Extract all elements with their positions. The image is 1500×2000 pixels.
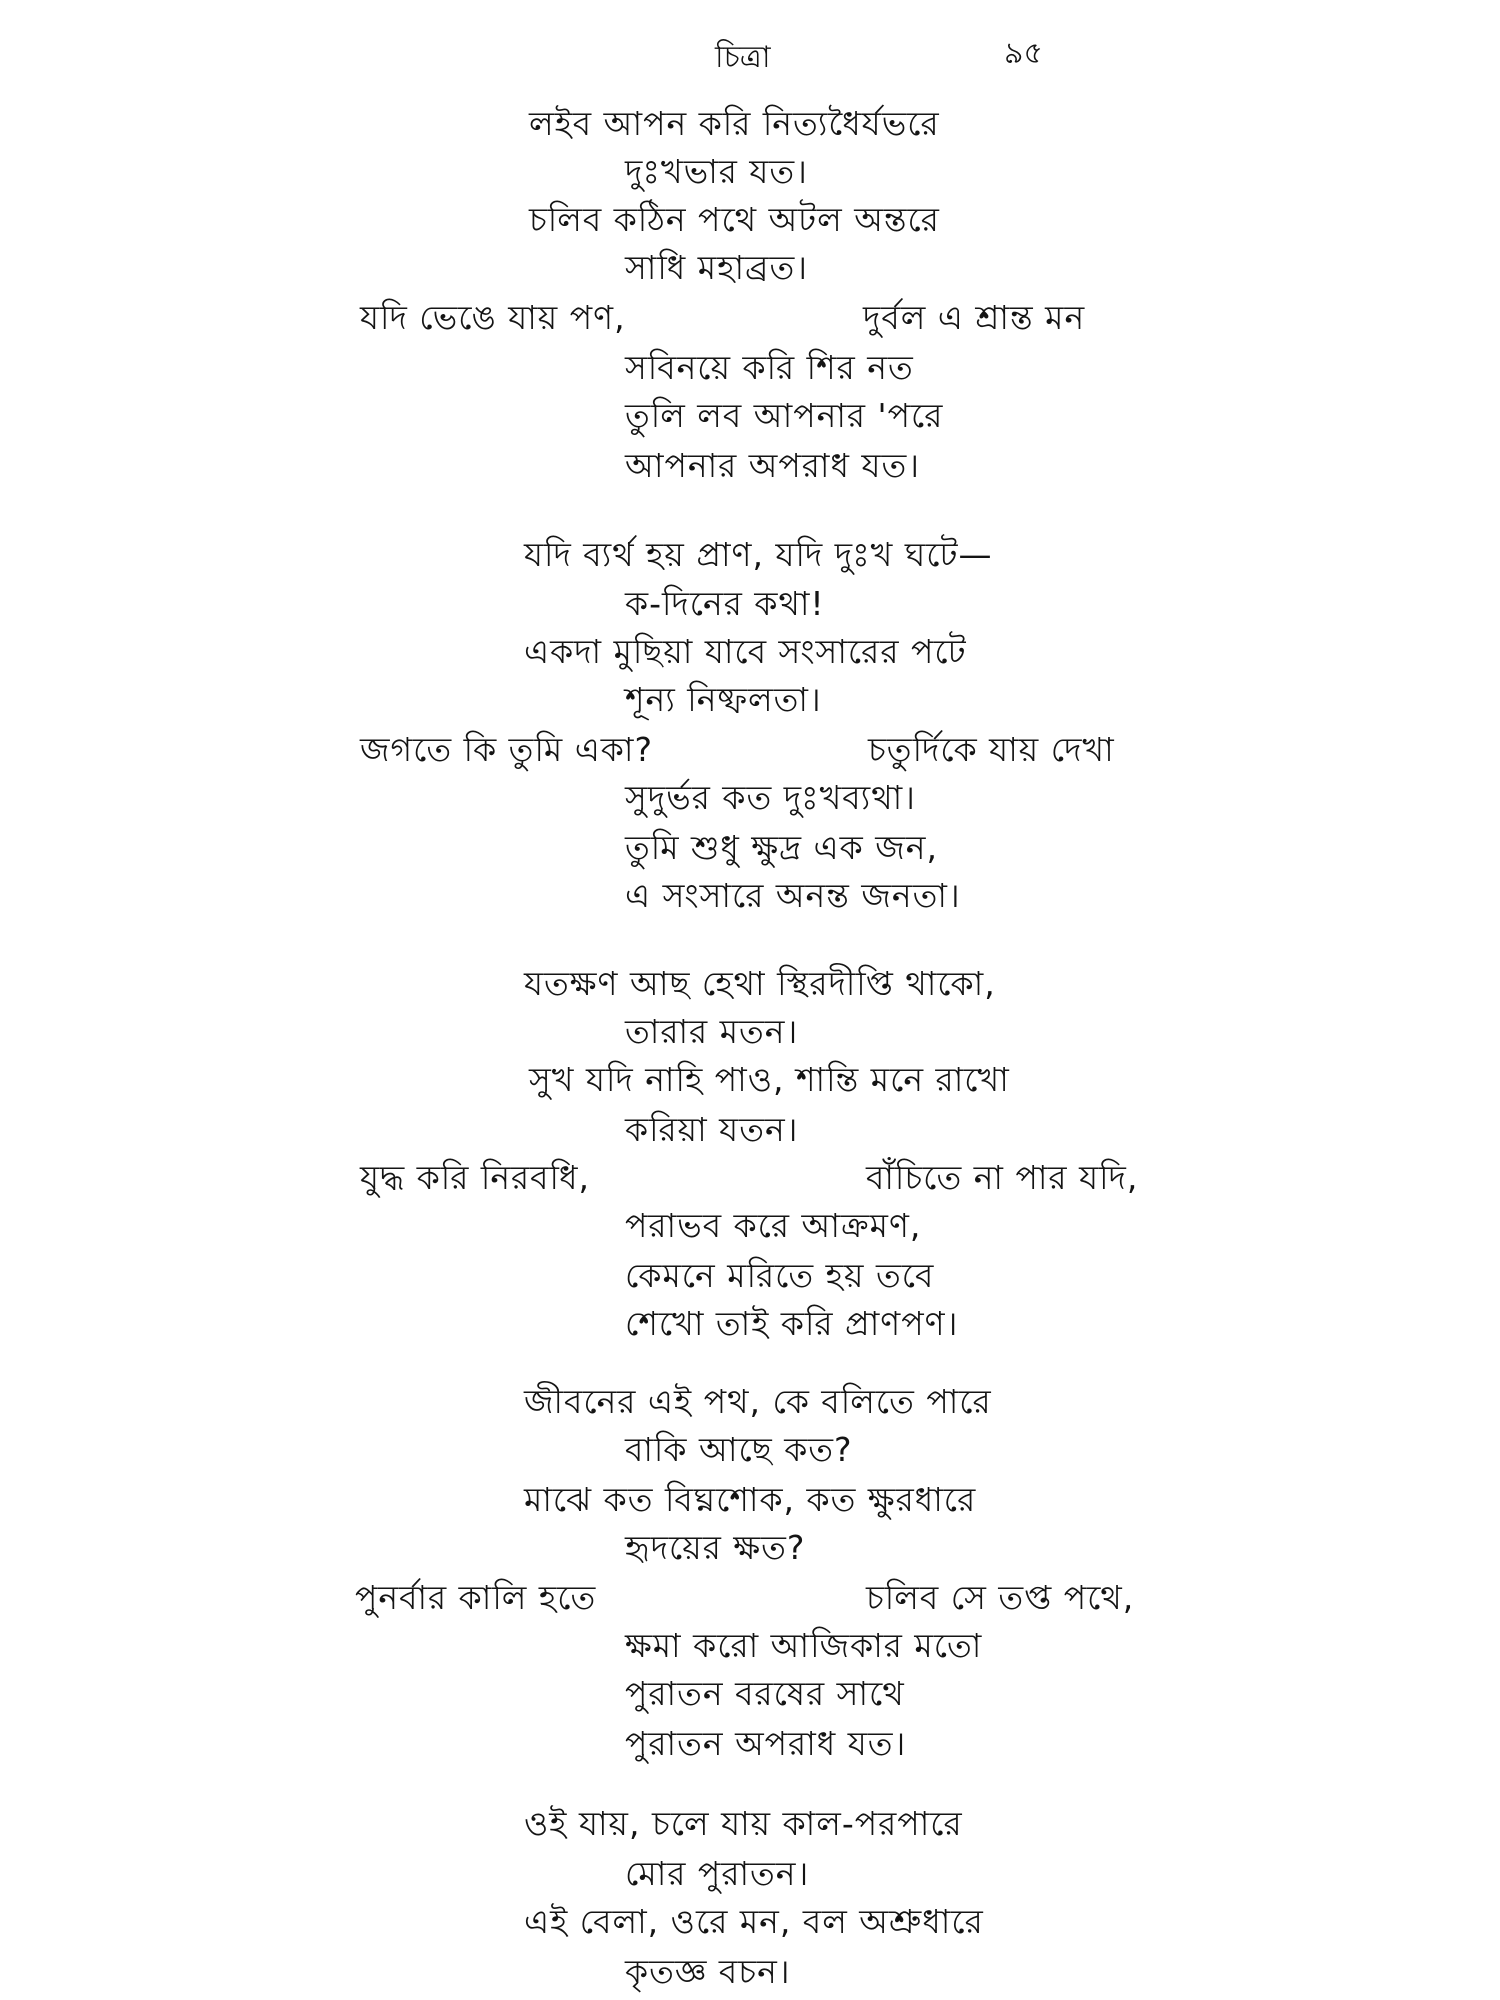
poem-line: যুদ্ধ করি নিরবধি, <box>360 1158 590 1197</box>
poem-line: পুরাতন অপরাধ যত। <box>625 1724 907 1763</box>
poem-line: দুঃখভার যত। <box>625 152 808 191</box>
poem-line: শেখো তাই করি প্রাণপণ। <box>625 1304 959 1343</box>
page-number: ৯৫ <box>1004 36 1043 71</box>
poem-line: পুরাতন বরষের সাথে <box>625 1674 905 1713</box>
poem-line: সুদুর্ভর কত দুঃখব্যথা। <box>625 778 916 817</box>
poem-line: দুর্বল এ শ্রান্ত মন <box>863 298 1086 337</box>
poem-line: বাকি আছে কত? <box>625 1430 853 1469</box>
poem-line: পুনর্বার কালি হতে <box>355 1578 597 1617</box>
poem-line: করিয়া যতন। <box>625 1110 799 1149</box>
poem-line: একদা মুছিয়া যাবে সংসারের পটে <box>524 632 967 671</box>
poem-line: চতুর্দিকে যায় দেখা <box>868 730 1115 769</box>
poem-line: তুলি লব আপনার 'পরে <box>625 396 944 435</box>
poem-line: সাধি মহাব্রত। <box>625 248 809 287</box>
poem-line: ক-দিনের কথা! <box>625 584 825 623</box>
poem-line: তারার মতন। <box>625 1012 799 1051</box>
poem-line: যতক্ষণ আছ হেথা স্থিরদীপ্তি থাকো, <box>524 964 996 1003</box>
poem-line: চলিব কঠিন পথে অটল অন্তরে <box>529 200 940 239</box>
poem-line: তুমি শুধু ক্ষুদ্র এক জন, <box>625 828 938 867</box>
poem-line: লইব আপন করি নিত্যধৈর্যভরে <box>529 104 940 143</box>
poem-line: মোর পুরাতন। <box>625 1854 810 1893</box>
poem-line: হৃদয়ের ক্ষত? <box>625 1528 806 1567</box>
poem-line: এ সংসারে অনন্ত জনতা। <box>625 876 961 915</box>
poem-line: সুখ যদি নাহি পাও, শান্তি মনে রাখো <box>529 1060 1010 1099</box>
poem-line: ওই যায়, চলে যায় কাল-পরপারে <box>524 1804 963 1843</box>
running-header-title: চিত্রা <box>715 40 771 75</box>
poem-line: ক্ষমা করো আজিকার মতো <box>625 1626 983 1665</box>
poem-line: কৃতজ্ঞ বচন। <box>625 1952 791 1991</box>
poem-line: কেমনে মরিতে হয় তবে <box>625 1256 935 1295</box>
poem-line: সবিনয়ে করি শির নত <box>625 348 914 387</box>
poem-line: জগতে কি তুমি একা? <box>360 730 653 769</box>
poem-line: মাঝে কত বিঘ্নশোক, কত ক্ষুরধারে <box>524 1480 977 1519</box>
poem-line: জীবনের এই পথ, কে বলিতে পারে <box>524 1382 992 1421</box>
poem-line: যদি ব্যর্থ হয় প্রাণ, যদি দুঃখ ঘটে— <box>524 535 993 574</box>
poem-line: পরাভব করে আক্রমণ, <box>625 1206 922 1245</box>
poem-line: শূন্য নিষ্ফলতা। <box>625 680 822 719</box>
poem-line: আপনার অপরাধ যত। <box>625 446 921 485</box>
poem-line: বাঁচিতে না পার যদি, <box>866 1158 1139 1197</box>
poem-line: যদি ভেঙে যায় পণ, <box>360 298 626 337</box>
poem-line: এই বেলা, ওরে মন, বল অশ্রুধারে <box>524 1902 984 1941</box>
poem-line: চলিব সে তপ্ত পথে, <box>866 1578 1135 1617</box>
